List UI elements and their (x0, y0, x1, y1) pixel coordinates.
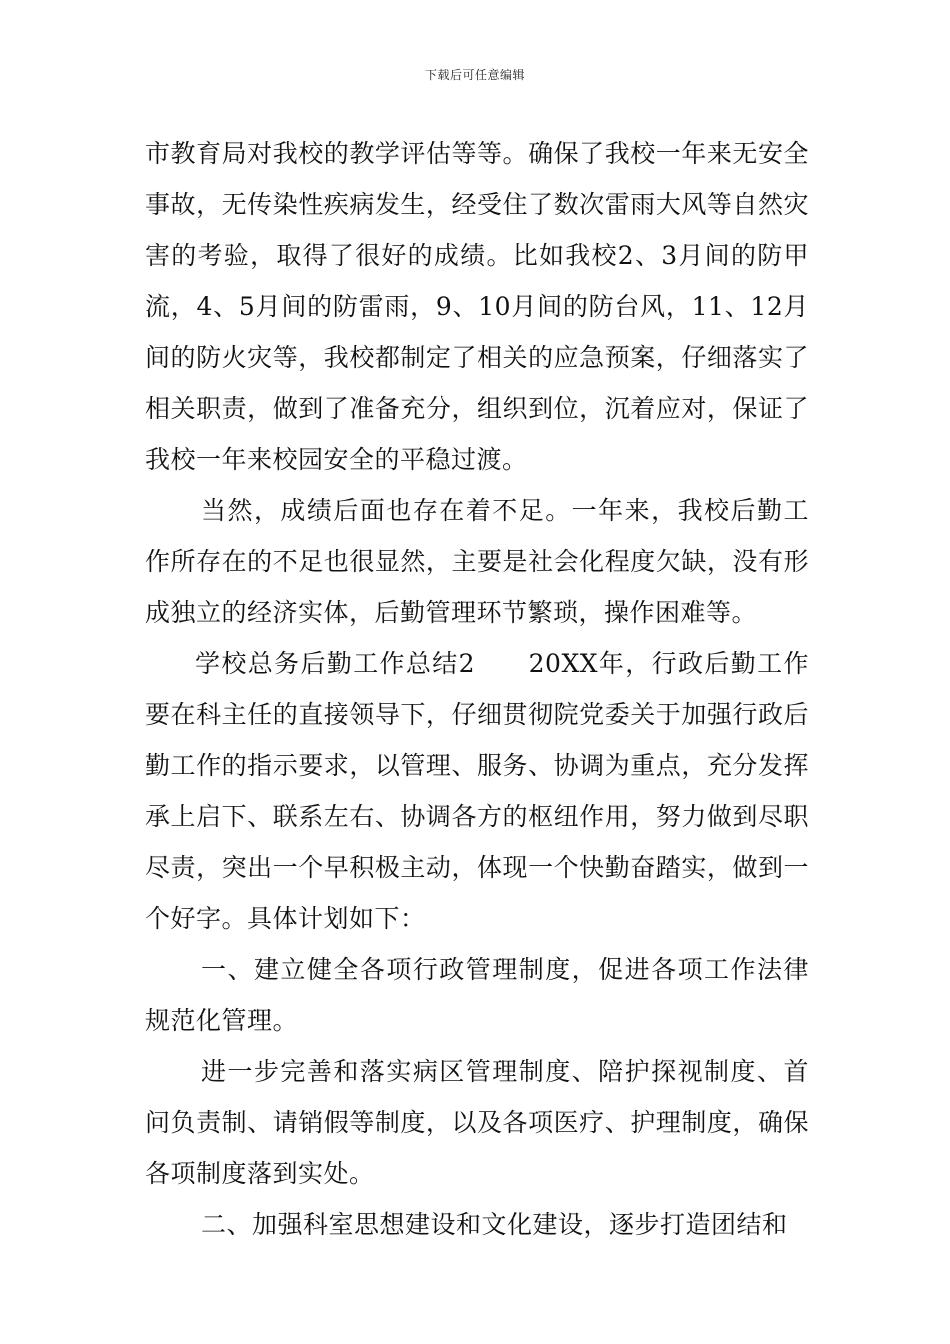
paragraph-safety-achievements: 市教育局对我校的教学评估等等。确保了我校一年来无安全事故，无传染性疾病发生，经受住了数次雷雨大风等自然灾害的考验，取得了很好的成绩。比如我校2、3月间的防甲流，4、5月间的防雷雨，9、10月间的防台风，11、12月间的防火灾等，我校都制定了相关的应急预案，仔细落实了相关职责，做到了准备充分，组织到位，沉着应对，保证了我校一年来校园安全的平稳过渡。 (145, 139, 809, 474)
paragraph-shortcomings: 当然，成绩后面也存在着不足。一年来，我校后勤工作所存在的不足也很显然，主要是社会化程度欠缺，没有形成独立的经济实体，后勤管理环节繁琐，操作困难等。 (145, 496, 809, 627)
paragraph-section-one-body: 进一步完善和落实病区管理制度、陪护探视制度、首问负责制、请销假等制度，以及各项医疗、护理制度，确保各项制度落到实处。 (145, 1057, 809, 1188)
paragraph-section-two-heading: 二、加强科室思想建设和文化建设，逐步打造团结和 (201, 1210, 788, 1239)
document-body (145, 128, 809, 1250)
paragraph-summary-2-intro: 学校总务后勤工作总结2 20XX年，行政后勤工作要在科主任的直接领导下，仔细贯彻院党委关于加强行政后勤工作的指示要求，以管理、服务、协调为重点，充分发挥承上启下、联系左右、协调各方的枢纽作用，努力做到尽职尽责，突出一个早积极主动，体现一个快勤奋踏实，做到一个好字。具体计划如下： (145, 649, 809, 933)
page-header: 下载后可任意编辑 (424, 68, 525, 82)
paragraph-section-one-heading: 一、建立健全各项行政管理制度，促进各项工作法律规范化管理。 (145, 955, 809, 1035)
